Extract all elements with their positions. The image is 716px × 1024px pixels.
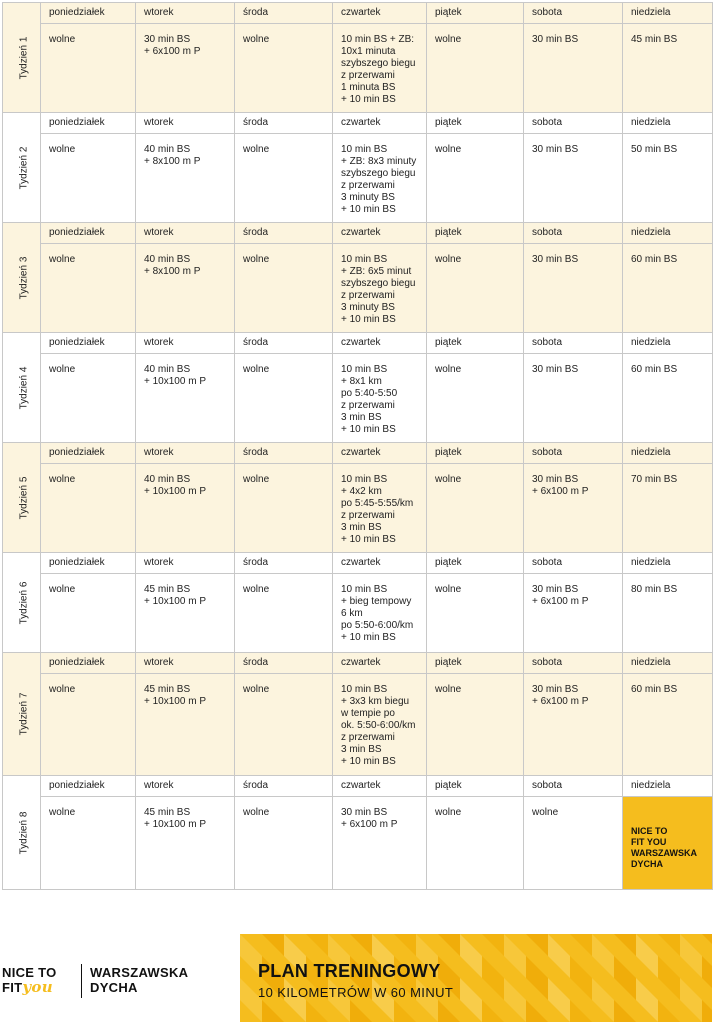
workout-cell: 10 min BS + ZB: 6x5 minut szybszego biegu z przerwami 3 minuty BS + 10 min BS <box>333 244 427 333</box>
banner-pattern-shape <box>350 934 372 956</box>
day-header: piątek <box>427 443 524 464</box>
week-header-row <box>3 443 713 464</box>
week-header-row <box>3 113 713 134</box>
day-header: środa <box>235 776 333 797</box>
week-label: Tydzień 5 <box>18 476 30 519</box>
week-cell <box>3 653 41 776</box>
banner-pattern-shape <box>460 934 482 956</box>
day-header: czwartek <box>333 223 427 244</box>
workout-cell: wolne <box>41 797 136 890</box>
banner-pattern-shape <box>240 1000 262 1022</box>
day-header: czwartek <box>333 3 427 24</box>
workout-cell: wolne <box>41 244 136 333</box>
day-header: czwartek <box>333 553 427 574</box>
logo-right-line-2: DYCHA <box>90 980 138 995</box>
banner-pattern-shape <box>636 1000 658 1022</box>
week-header-row <box>3 553 713 574</box>
day-header: poniedziałek <box>41 113 136 134</box>
workout-cell: wolne <box>41 24 136 113</box>
banner-pattern-shape <box>702 978 712 1000</box>
banner-pattern-shape <box>526 956 548 978</box>
banner-pattern-shape <box>658 934 680 956</box>
day-header: wtorek <box>136 333 235 354</box>
week-body-row <box>3 574 713 653</box>
banner-pattern-shape <box>702 934 712 956</box>
banner-pattern-shape <box>482 1000 504 1022</box>
day-header: niedziela <box>623 333 713 354</box>
workout-cell: wolne <box>235 24 333 113</box>
workout-cell: 10 min BS + ZB: 10x1 minuta szybszego biegu z przerwami 1 minuta BS + 10 min BS <box>333 24 427 113</box>
week-header-row <box>3 333 713 354</box>
week-header-row <box>3 3 713 24</box>
banner-pattern-shape <box>284 934 306 956</box>
banner-pattern-shape <box>570 934 592 956</box>
week-label: Tydzień 3 <box>18 256 30 299</box>
workout-cell: 45 min BS + 10x100 m P <box>136 797 235 890</box>
brand-highlight-cell: NICE TO FIT YOU WARSZAWSKA DYCHA <box>623 797 713 890</box>
workout-cell: wolne <box>427 244 524 333</box>
day-header: poniedziałek <box>41 333 136 354</box>
banner-pattern-shape <box>658 956 680 978</box>
banner-pattern-shape <box>438 956 460 978</box>
week-label: Tydzień 8 <box>18 811 30 854</box>
day-header: sobota <box>524 443 623 464</box>
workout-cell: 30 min BS + 6x100 m P <box>524 674 623 776</box>
logo-line-1: NICE TO <box>2 965 57 980</box>
banner-pattern-shape <box>614 1000 636 1022</box>
banner-pattern-shape <box>570 978 592 1000</box>
day-header: niedziela <box>623 443 713 464</box>
workout-cell: wolne <box>427 797 524 890</box>
week-body-row <box>3 464 713 553</box>
day-header: środa <box>235 553 333 574</box>
banner-pattern-shape <box>702 1000 712 1022</box>
day-header: wtorek <box>136 653 235 674</box>
workout-cell: 10 min BS + ZB: 8x3 minuty szybszego biegu z przerwami 3 minuty BS + 10 min BS <box>333 134 427 223</box>
banner-pattern-shape <box>592 934 614 956</box>
workout-cell: 60 min BS <box>623 244 713 333</box>
workout-cell: wolne <box>427 674 524 776</box>
week-cell <box>3 3 41 113</box>
day-header: poniedziałek <box>41 653 136 674</box>
week-label: Tydzień 1 <box>18 36 30 79</box>
banner-pattern-shape <box>394 934 416 956</box>
day-header: piątek <box>427 223 524 244</box>
banner-pattern-shape <box>416 1000 438 1022</box>
week-label: Tydzień 6 <box>18 581 30 624</box>
day-header: czwartek <box>333 443 427 464</box>
logo-fit: FIT <box>2 980 23 995</box>
workout-cell: wolne <box>235 354 333 443</box>
day-header: poniedziałek <box>41 776 136 797</box>
day-header: poniedziałek <box>41 443 136 464</box>
day-header: środa <box>235 333 333 354</box>
banner-title: PLAN TRENINGOWY <box>258 961 441 981</box>
week-body-row <box>3 24 713 113</box>
week-body-row <box>3 674 713 776</box>
day-header: sobota <box>524 333 623 354</box>
banner-pattern-shape <box>328 934 350 956</box>
banner-pattern-shape <box>328 1000 350 1022</box>
workout-cell: 30 min BS + 6x100 m P <box>524 574 623 653</box>
banner-pattern-shape <box>680 978 702 1000</box>
week-body-row <box>3 354 713 443</box>
brand-logo <box>2 962 232 1002</box>
workout-cell: wolne <box>427 574 524 653</box>
banner-pattern-shape <box>416 934 438 956</box>
workout-cell: wolne <box>41 464 136 553</box>
banner-pattern-shape <box>570 956 592 978</box>
banner-pattern-shape <box>614 978 636 1000</box>
day-header: czwartek <box>333 653 427 674</box>
day-header: wtorek <box>136 223 235 244</box>
logo-you: you <box>22 978 53 996</box>
day-header: sobota <box>524 553 623 574</box>
banner-pattern-shape <box>438 1000 460 1022</box>
day-header: piątek <box>427 653 524 674</box>
workout-cell: 60 min BS <box>623 674 713 776</box>
workout-cell: 45 min BS + 10x100 m P <box>136 574 235 653</box>
banner-pattern-shape <box>372 934 394 956</box>
training-plan-table <box>2 2 713 890</box>
day-header: niedziela <box>623 113 713 134</box>
banner-pattern-shape <box>680 934 702 956</box>
workout-cell: 30 min BS + 6x100 m P <box>136 24 235 113</box>
day-header: wtorek <box>136 776 235 797</box>
week-cell <box>3 113 41 223</box>
banner-pattern-shape <box>548 956 570 978</box>
day-header: czwartek <box>333 776 427 797</box>
banner-pattern-shape <box>262 1000 284 1022</box>
day-header: sobota <box>524 223 623 244</box>
workout-cell: 40 min BS + 10x100 m P <box>136 464 235 553</box>
banner-pattern-shape <box>526 978 548 1000</box>
banner-pattern-shape <box>306 1000 328 1022</box>
workout-cell: wolne <box>427 354 524 443</box>
banner-pattern-shape <box>262 934 284 956</box>
workout-cell: 10 min BS + 4x2 km po 5:45-5:55/km z przerwami 3 min BS + 10 min BS <box>333 464 427 553</box>
banner-pattern-shape <box>658 978 680 1000</box>
workout-cell: wolne <box>41 674 136 776</box>
week-label: Tydzień 7 <box>18 692 30 736</box>
banner-pattern-shape <box>570 1000 592 1022</box>
banner-pattern-shape <box>636 934 658 956</box>
banner-pattern-shape <box>614 934 636 956</box>
banner-pattern-shape <box>284 1000 306 1022</box>
logo-nice-to-fit-you <box>2 965 57 995</box>
workout-cell: wolne <box>427 134 524 223</box>
workout-cell: 30 min BS <box>524 354 623 443</box>
banner-pattern-shape <box>636 956 658 978</box>
day-header: wtorek <box>136 113 235 134</box>
banner-pattern-shape <box>460 1000 482 1022</box>
banner-pattern-shape <box>372 1000 394 1022</box>
week-header-row <box>3 223 713 244</box>
banner-pattern-shape <box>548 934 570 956</box>
workout-cell: 45 min BS + 10x100 m P <box>136 674 235 776</box>
banner-pattern-shape <box>548 978 570 1000</box>
day-header: niedziela <box>623 776 713 797</box>
workout-cell: 40 min BS + 8x100 m P <box>136 244 235 333</box>
week-body-row <box>3 244 713 333</box>
week-label: Tydzień 4 <box>18 366 30 409</box>
banner-pattern-shape <box>702 956 712 978</box>
logo-divider <box>81 964 82 998</box>
workout-cell: wolne <box>235 464 333 553</box>
workout-cell: wolne <box>41 134 136 223</box>
week-cell <box>3 443 41 553</box>
day-header: poniedziałek <box>41 223 136 244</box>
day-header: środa <box>235 223 333 244</box>
day-header: niedziela <box>623 653 713 674</box>
workout-cell: 30 min BS <box>524 134 623 223</box>
workout-cell: 40 min BS + 8x100 m P <box>136 134 235 223</box>
workout-cell: wolne <box>41 574 136 653</box>
workout-cell: 10 min BS + bieg tempowy 6 km po 5:50-6:00/km + 10 min BS <box>333 574 427 653</box>
day-header: wtorek <box>136 443 235 464</box>
plan-banner <box>240 934 712 1022</box>
day-header: sobota <box>524 3 623 24</box>
day-header: wtorek <box>136 3 235 24</box>
banner-pattern-shape <box>482 934 504 956</box>
banner-pattern-shape <box>526 1000 548 1022</box>
workout-cell: 30 min BS <box>524 244 623 333</box>
day-header: sobota <box>524 653 623 674</box>
banner-subtitle: 10 KILOMETRÓW W 60 MINUT <box>258 985 454 1000</box>
banner-pattern-shape <box>526 934 548 956</box>
day-header: środa <box>235 653 333 674</box>
banner-pattern-shape <box>504 956 526 978</box>
week-label: Tydzień 2 <box>18 146 30 189</box>
day-header: piątek <box>427 333 524 354</box>
workout-cell: wolne <box>235 797 333 890</box>
banner-pattern-shape <box>460 978 482 1000</box>
banner-pattern-shape <box>614 956 636 978</box>
workout-cell: wolne <box>524 797 623 890</box>
workout-cell: 70 min BS <box>623 464 713 553</box>
banner-pattern-shape <box>680 1000 702 1022</box>
workout-cell: wolne <box>427 24 524 113</box>
week-body-row <box>3 797 713 890</box>
banner-pattern-shape <box>548 1000 570 1022</box>
day-header: poniedziałek <box>41 3 136 24</box>
day-header: piątek <box>427 776 524 797</box>
week-cell <box>3 553 41 653</box>
banner-pattern-shape <box>592 1000 614 1022</box>
day-header: niedziela <box>623 223 713 244</box>
banner-pattern-shape <box>438 934 460 956</box>
week-cell <box>3 223 41 333</box>
week-header-row <box>3 776 713 797</box>
week-body-row <box>3 134 713 223</box>
banner-pattern-shape <box>592 978 614 1000</box>
day-header: sobota <box>524 113 623 134</box>
banner-pattern-shape <box>460 956 482 978</box>
workout-cell: wolne <box>235 134 333 223</box>
day-header: środa <box>235 443 333 464</box>
day-header: niedziela <box>623 3 713 24</box>
banner-pattern-shape <box>482 956 504 978</box>
week-cell <box>3 776 41 890</box>
week-cell <box>3 333 41 443</box>
day-header: wtorek <box>136 553 235 574</box>
banner-pattern-shape <box>350 1000 372 1022</box>
day-header: czwartek <box>333 113 427 134</box>
banner-pattern-shape <box>658 1000 680 1022</box>
banner-pattern-shape <box>482 978 504 1000</box>
workout-cell: 50 min BS <box>623 134 713 223</box>
workout-cell: wolne <box>235 244 333 333</box>
workout-cell: wolne <box>427 464 524 553</box>
banner-pattern-shape <box>504 1000 526 1022</box>
day-header: piątek <box>427 3 524 24</box>
workout-cell: wolne <box>41 354 136 443</box>
workout-cell: wolne <box>235 674 333 776</box>
workout-cell: 80 min BS <box>623 574 713 653</box>
workout-cell: wolne <box>235 574 333 653</box>
day-header: czwartek <box>333 333 427 354</box>
logo-warszawska-dycha <box>90 965 188 995</box>
day-header: piątek <box>427 113 524 134</box>
logo-right-line-1: WARSZAWSKA <box>90 965 189 980</box>
banner-pattern-shape <box>504 978 526 1000</box>
banner-pattern-shape <box>394 1000 416 1022</box>
banner-pattern-shape <box>240 934 262 956</box>
day-header: środa <box>235 3 333 24</box>
workout-cell: 45 min BS <box>623 24 713 113</box>
day-header: piątek <box>427 553 524 574</box>
banner-pattern-shape <box>306 934 328 956</box>
week-header-row <box>3 653 713 674</box>
banner-pattern-shape <box>636 978 658 1000</box>
day-header: niedziela <box>623 553 713 574</box>
day-header: poniedziałek <box>41 553 136 574</box>
workout-cell: 40 min BS + 10x100 m P <box>136 354 235 443</box>
banner-pattern-shape <box>680 956 702 978</box>
day-header: środa <box>235 113 333 134</box>
workout-cell: 10 min BS + 8x1 km po 5:40-5:50 z przerwami 3 min BS + 10 min BS <box>333 354 427 443</box>
workout-cell: 60 min BS <box>623 354 713 443</box>
banner-pattern-shape <box>504 934 526 956</box>
banner-pattern-shape <box>592 956 614 978</box>
workout-cell: 30 min BS <box>524 24 623 113</box>
day-header: sobota <box>524 776 623 797</box>
workout-cell: 30 min BS + 6x100 m P <box>333 797 427 890</box>
workout-cell: 30 min BS + 6x100 m P <box>524 464 623 553</box>
workout-cell: 10 min BS + 3x3 km biegu w tempie po ok. 5:50-6:00/km z przerwami 3 min BS + 10 min BS <box>333 674 427 776</box>
